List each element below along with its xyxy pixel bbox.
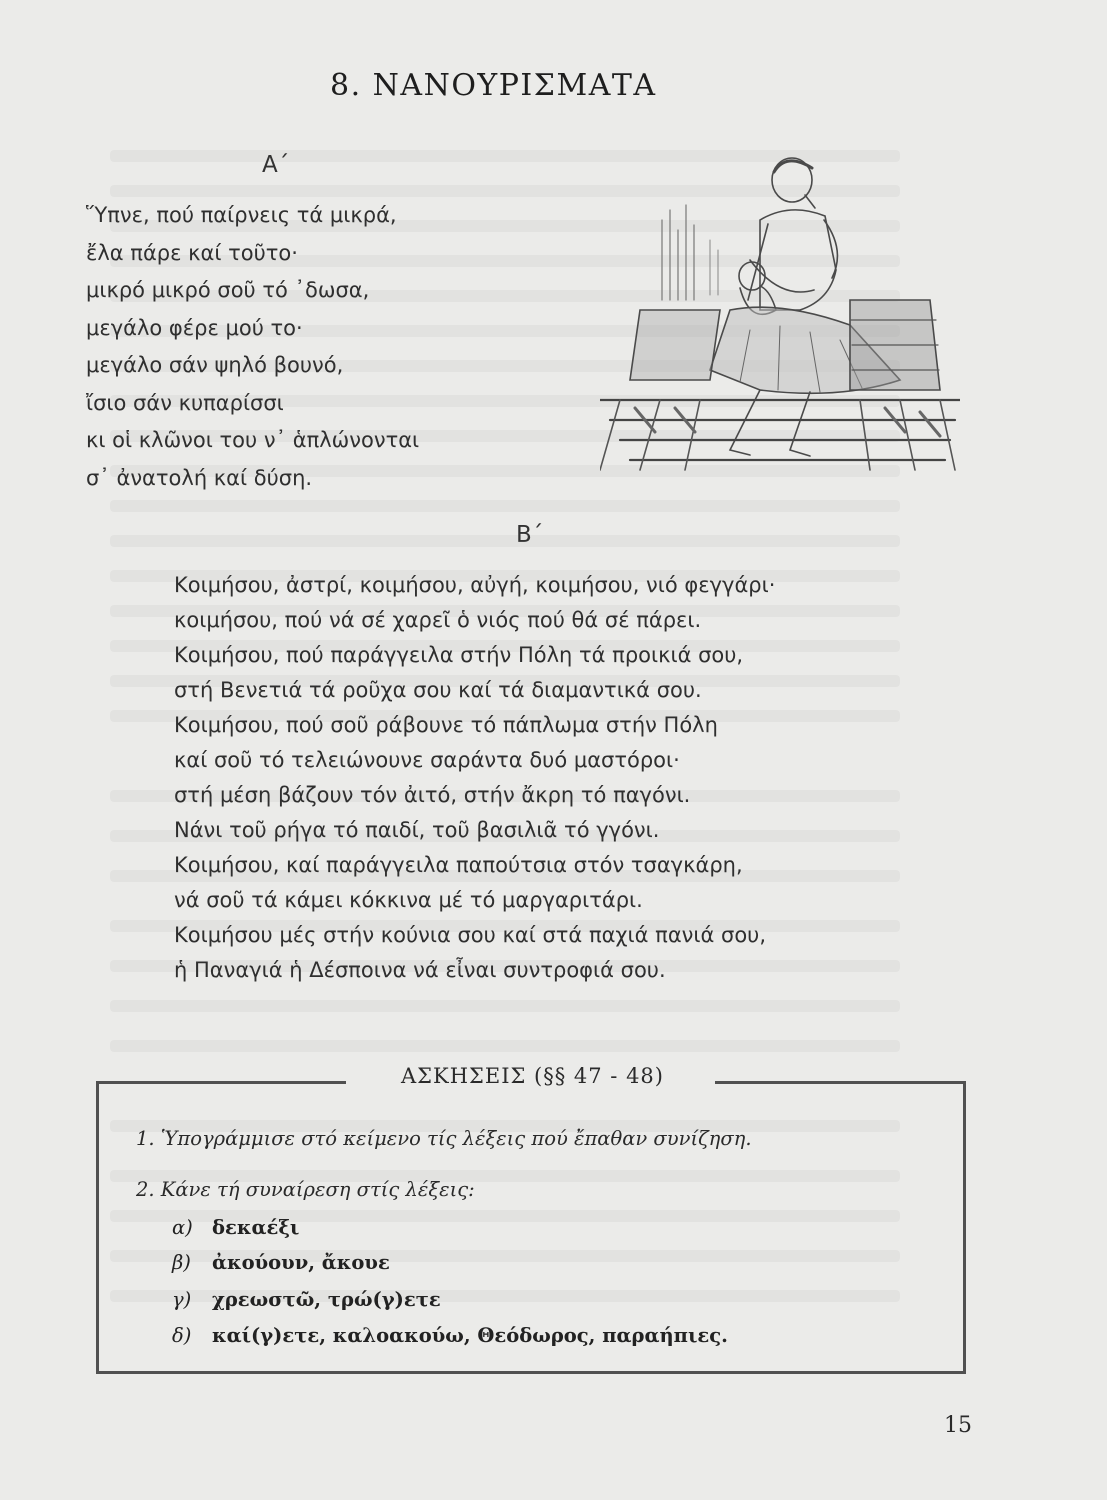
subitem-label: δ) — [172, 1324, 192, 1347]
poem-b — [174, 568, 934, 988]
subitem-label: α) — [172, 1216, 193, 1239]
poem-b-line: Κοιμήσου, καί παράγγειλα παπούτσια στόν τσαγκάρη, — [174, 853, 743, 877]
poem-b-line: κοιμήσου, πού νά σέ χαρεῖ ὁ νιός πού θά σέ πάρει. — [174, 608, 702, 632]
poem-b-line: καί σοῦ τό τελειώνουνε σαράντα δυό μαστόροι· — [174, 748, 680, 772]
page-number: 15 — [944, 1413, 972, 1438]
subitem-label: γ) — [172, 1288, 192, 1311]
poem-b-line: Κοιμήσου μές στήν κούνια σου καί στά παχιά πανιά σου, — [174, 923, 767, 947]
poem-a-line: κι οἱ κλῶνοι του ν᾽ ἁπλώνονται — [86, 428, 420, 452]
subitem-text: χρεωστῶ, τρώ(γ)ετε — [212, 1288, 441, 1311]
poem-b-line: Κοιμήσου, πού παράγγειλα στήν Πόλη τά προικιά σου, — [174, 643, 744, 667]
poem-b-line: στή μέση βάζουν τόν ἀιτό, στήν ἄκρη τό παγόνι. — [174, 783, 691, 807]
exercise-2: 2. Κάνε τή συναίρεση στίς λέξεις: — [136, 1178, 475, 1201]
poem-a-line: μεγάλο σάν ψηλό βουνό, — [86, 353, 344, 377]
exercises-box-top-rule-left — [96, 1081, 346, 1084]
poem-a-line: μεγάλο φέρε μού το· — [86, 315, 303, 340]
poem-b-line: στή Βενετιά τά ροῦχα σου καί τά διαμαντικά σου. — [174, 678, 702, 702]
poem-b-line: νά σοῦ τά κάμει κόκκινα μέ τό μαργαριτάρι. — [174, 888, 643, 912]
poem-b-line: ἡ Παναγιά ἡ Δέσποινα νά εἶναι συντροφιά σου. — [174, 958, 666, 982]
poem-b-line: Κοιμήσου, πού σοῦ ράβουνε τό πάπλωμα στήν Πόλη — [174, 713, 718, 737]
poem-b-line: Νάνι τοῦ ρήγα τό παιδί, τοῦ βασιλιᾶ τό γγόνι. — [174, 818, 660, 842]
page-title: 8. ΝΑΝΟΥΡΙΣΜΑΤΑ — [330, 68, 657, 103]
subitem-text: καί(γ)ετε, καλοακούω, Θεόδωρος, παραήπιες. — [212, 1324, 728, 1347]
mother-rocking-child-illustration — [600, 150, 960, 480]
poem-a-line: Ὕπνε, πού παίρνεις τά μικρά, — [86, 203, 397, 227]
section-b-label: Β΄ — [516, 522, 544, 548]
poem-a-line: σ᾽ ἀνατολή καί δύση. — [86, 465, 313, 490]
exercise-1: 1. Ὑπογράμμισε στό κείμενο τίς λέξεις πού ἔπαθαν συνίζηση. — [136, 1127, 752, 1150]
poem-a-line: ἔλα πάρε καί τοῦτο· — [86, 240, 298, 265]
exercise-2-subitem — [172, 1251, 390, 1274]
poem-a-line: μικρό μικρό σοῦ τό ᾽δωσα, — [86, 278, 370, 302]
exercise-2-subitem — [172, 1288, 441, 1311]
poem-a-line: ἴσιο σάν κυπαρίσσι — [86, 390, 284, 415]
subitem-text: δεκαέξι — [212, 1216, 300, 1239]
poem-b-line: Κοιμήσου, ἀστρί, κοιμήσου, αὐγή, κοιμήσου, νιό φεγγάρι· — [174, 573, 776, 597]
section-a-label: Α΄ — [262, 152, 290, 178]
exercise-2-subitem — [172, 1216, 299, 1239]
exercise-2-subitem — [172, 1324, 728, 1347]
exercises-box-top-rule-right — [715, 1081, 966, 1084]
poem-a — [86, 197, 606, 497]
subitem-text: ἀκούουν, ἄκουε — [212, 1251, 390, 1274]
exercises-heading: ΑΣΚΗΣΕΙΣ (§§ 47 - 48) — [401, 1064, 664, 1088]
subitem-label: β) — [172, 1251, 191, 1274]
